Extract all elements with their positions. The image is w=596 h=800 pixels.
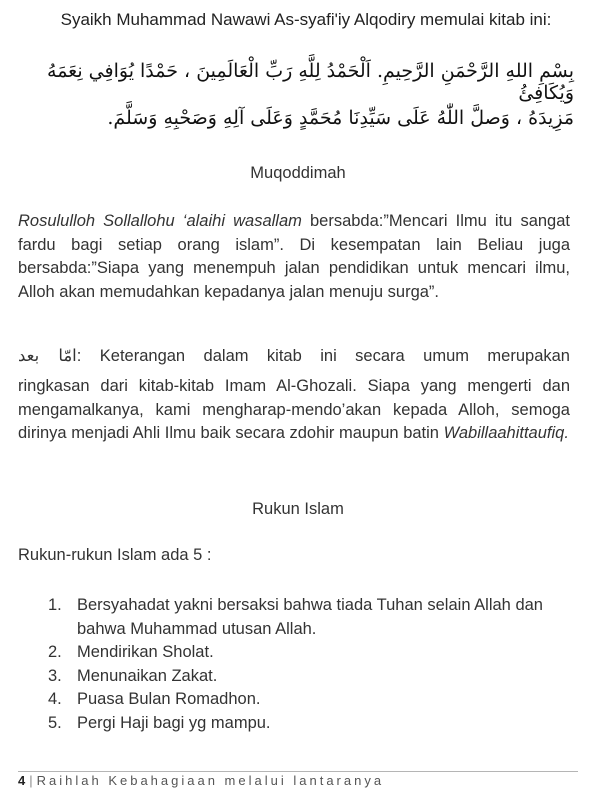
amma-badu-arabic: امّا بعد xyxy=(18,346,77,365)
list-item-text: Bersyahadat yakni bersaksi bahwa tiada Tuhan selain Allah dan bahwa Muhammad utusan Allah. xyxy=(77,596,543,638)
closing-phrase-italic: Wabillaahittaufiq. xyxy=(443,424,569,442)
list-item-text: Mendirikan Sholat. xyxy=(77,643,214,661)
paragraph-2-text: ringkasan dari kitab-kitab Imam Al-Ghozali. Siapa yang mengerti dan mengamalkanya, kami mengharap-mendo’akan kepada Alloh, semoga dirinya menjadi Ahli Ilmu baik secara zdohir maupun batin xyxy=(18,377,570,442)
muqoddimah-paragraph-2-first-line xyxy=(18,344,570,369)
intro-text: Syaikh Muhammad Nawawi As-syafi'iy Alqodiry memulai kitab ini: xyxy=(60,10,552,29)
list-item xyxy=(40,688,570,712)
section-heading-rukun-islam: Rukun Islam xyxy=(252,500,344,518)
list-item-text: Puasa Bulan Romadhon. xyxy=(77,690,261,708)
list-item xyxy=(40,665,570,689)
rukun-lead-text: Rukun-rukun Islam ada 5 : xyxy=(18,546,212,564)
list-item-number: 3. xyxy=(48,666,62,685)
list-item-number: 5. xyxy=(48,713,62,732)
footer-divider xyxy=(18,771,578,772)
paragraph-2-first-line-text: : Keterangan dalam kitab ini secara umum merupakan xyxy=(76,347,570,365)
list-item xyxy=(40,712,570,736)
list-item-text: Pergi Haji bagi yg mampu. xyxy=(77,713,271,732)
prophet-name-italic: Rosululloh Sollallohu ‘alaihi wasallam xyxy=(18,212,302,230)
list-item-number: 4. xyxy=(48,690,62,708)
paragraph-1-text: bersabda:”Mencari Ilmu itu sangat fardu bagi setiap orang islam”. Di kesempatan lain Beliau juga bersabda:”Siapa yang menempuh jalan pendidikan untuk mencari ilmu, Alloh akan memudahkan kepadanya jalan menuju surga”. xyxy=(18,212,570,301)
list-item xyxy=(40,594,570,641)
list-item-text: Menunaikan Zakat. xyxy=(77,666,218,685)
muqoddimah-paragraph-1 xyxy=(18,210,570,304)
arabic-opening-line-2: مَزِيدَهُ ، وَصلَّ اللّٰهُ عَلَى سَيِّدِنَا مُحَمَّدٍ وَعَلَى آلِهِ وَصَحْبِهِ وَسَلَّمَ. xyxy=(107,107,574,129)
rukun-islam-list xyxy=(40,594,570,735)
list-item-number: 1. xyxy=(48,596,62,614)
page-number: 4 xyxy=(18,773,26,788)
muqoddimah-paragraph-2 xyxy=(18,375,570,446)
list-item-number: 2. xyxy=(48,643,62,661)
section-heading-muqoddimah: Muqoddimah xyxy=(250,164,346,182)
page-footer xyxy=(18,773,384,788)
book-title: Raihlah Kebahagiaan melalui lantaranya xyxy=(36,773,385,788)
footer-separator: | xyxy=(29,773,33,788)
list-item xyxy=(40,641,570,665)
arabic-opening-line-1: بِسْمِ اللهِ الرَّحْمَنِ الرَّحِيمِ. اَلْحَمْدُ لِلَّهِ رَبِّ الْعَالَمِينَ ، حَمْدًا يُوَافِي نِعَمَهُ وَيُكَافِئُ xyxy=(47,60,574,104)
